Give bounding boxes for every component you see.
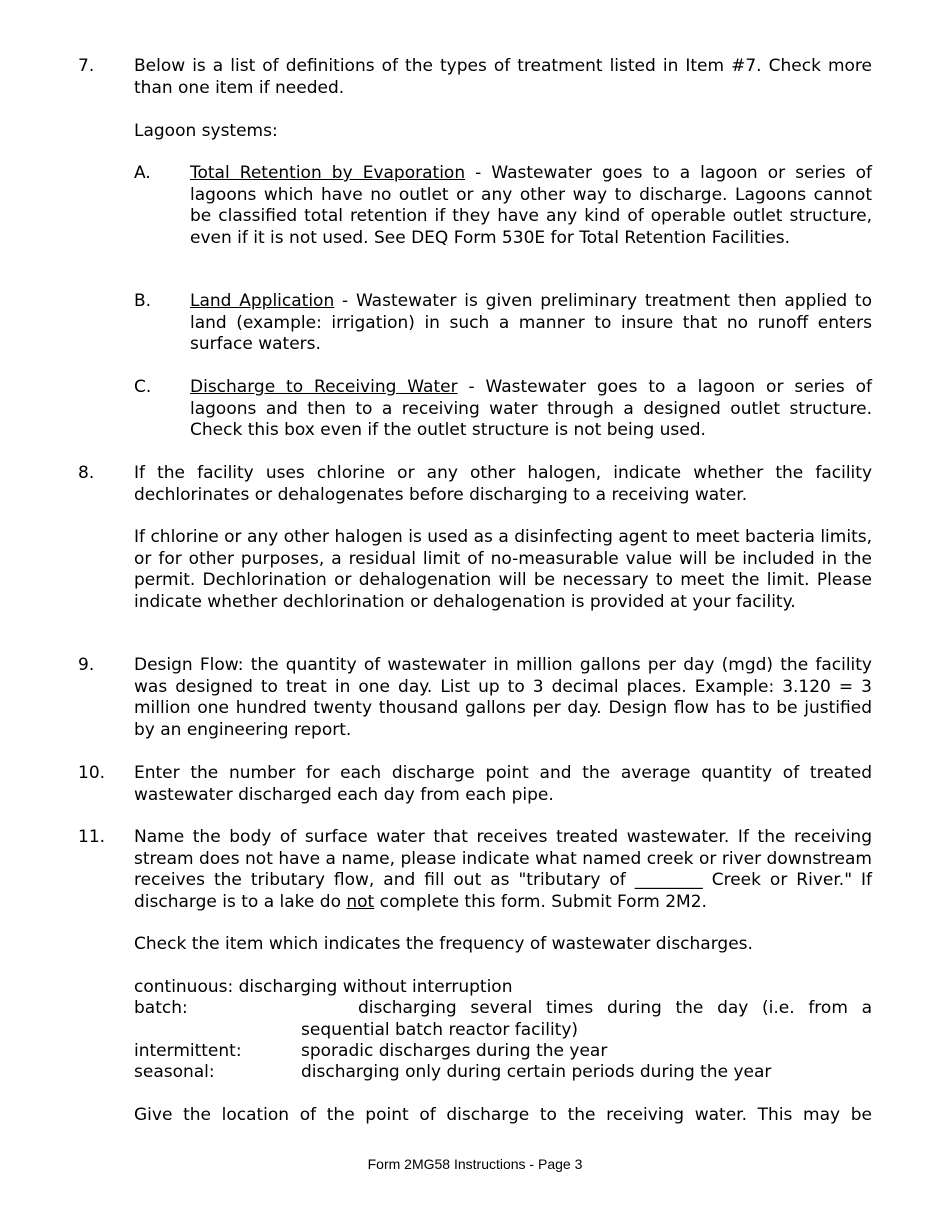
definition-term: Discharge to Receiving Water [190, 377, 458, 397]
frequency-term: intermittent: [134, 1041, 242, 1061]
item-9-text: Design Flow: the quantity of wastewater in million gallons per day (mgd) the facility was designed to treat in one day. List up to 3 decimal places. Example: 3.120 = 3 million one hundred twenty thousand gallons per day. Design flow has to be justified by an engineering report. [134, 655, 872, 740]
discharge-location-text: Give the location of the point of discharge to the receiving water. This may be [134, 1105, 872, 1125]
document-page: 7. Below is a list of definitions of the types of treatment listed in Item #7. Check more than one item if needed. Lagoon systems: A. Total Retention by Evaporation - Wastewater goes to a lagoon or series of lagoons which have no outlet or any other way to discharge. Lagoons cannot be classified total retention if they have any kind of operable outlet structure, even if it is not used. See DEQ Form 530E for Total Retention Facilities. B. Land Application - Wastewater is given preliminary treatment then applied to land (example: irrigation) in such a manner to insure that no runoff enters surface waters. C. Discharge to Receiving Water - Wastewater goes to a lagoon or series of lagoons and then to a receiving water through a designed outlet structure. Check this box even if the outlet structure is not being used. 8. If the facility uses chlorine or any other halogen, indicate whether the facility dechlorinates or dehalogenates before discharging to a receiving water. If chlorine or any other halogen is used as a disinfecting agent to meet bacteria limits, or for other purposes, a residual limit of no-measurable value will be included in the permit. Dechlorination or dehalogenation will be necessary to meet the limit. Please indicate whether dechlorination or dehalogenation is provided at your facility. 9. Design Flow: the quantity of wastewater in million gallons per day (mgd) the facility was designed to treat in one day. List up to 3 decimal places. Example: 3.120 = 3 million one hundred twenty thousand gallons per day. Design flow has to be justified by an engineering report. 10. Enter the number for each discharge point and the average quantity of treated wastewater discharged each day from each pipe. 11. Name the body of surface water that receives treated wastewater. If the receiving stream does not have a name, please indicate what named creek or river downstream receives the tributary flow, and fill out as "tributary of ________ Creek or River." If discharge is to a lake do not complete this form. Submit Form 2M2. Check the item which indicates the frequency of wastewater discharges. continuous: discharging without interruption batch: discharging several times during the day (i.e. from a sequential batch reactor facility) intermittent: sporadic discharges during the year seasonal: discharging only during certain periods during the year Give the location of the point of discharge to the receiving water. This may be Form 2MG58 Instructions - Page 3 [0, 0, 950, 1230]
definition-text: Total Retention by Evaporation - Wastewater goes to a lagoon or series of lagoons which have no outlet or any other way to discharge. Lagoons cannot be classified total retention if they have any kind of operable outlet structure, even if it is not used. See DEQ Form 530E for Total Retention Facilities. [190, 163, 872, 248]
item-number: 10. [78, 763, 106, 783]
item-11-text: Name the body of surface water that receives treated wastewater. If the receiving stream does not have a name, please indicate what named creek or river downstream receives the tributary flow, and fill out as "tributary of ________ Creek or River." If discharge is to a lake do not complete this form. Submit Form 2M2. [134, 827, 872, 912]
lagoon-heading: Lagoon systems: [134, 121, 278, 141]
frequency-intro: Check the item which indicates the frequency of wastewater discharges. [134, 934, 753, 954]
definition-text: Land Application - Wastewater is given preliminary treatment then applied to land (example: irrigation) in such a manner to insure that no runoff enters surface waters. [190, 291, 872, 354]
item-number: 9. [78, 655, 95, 675]
definition-letter: C. [134, 377, 152, 397]
definition-letter: B. [134, 291, 152, 311]
definition-text: Discharge to Receiving Water - Wastewater goes to a lagoon or series of lagoons and then to a receiving water through a designed outlet structure. Check this box even if the outlet structure is not being used. [190, 377, 872, 440]
frequency-continuous [134, 977, 872, 999]
definition-letter: A. [134, 163, 151, 183]
definition-term: Total Retention by Evaporation [190, 163, 466, 183]
item-7-intro: Below is a list of definitions of the types of treatment listed in Item #7. Check more than one item if needed. [134, 56, 872, 98]
item-8-paragraph-1: If the facility uses chlorine or any other halogen, indicate whether the facility dechlorinates or dehalogenates before discharging to a receiving water. [134, 463, 872, 505]
frequency-term: continuous: [134, 977, 234, 997]
item-10-text: Enter the number for each discharge point and the average quantity of treated wastewater discharged each day from each pipe. [134, 763, 872, 805]
item-number: 11. [78, 827, 106, 847]
item-8-paragraph-2: If chlorine or any other halogen is used as a disinfecting agent to meet bacteria limits, or for other purposes, a residual limit of no-measurable value will be included in the permit. Dechlorination or dehalogenation will be necessary to meet the limit. Please indicate whether dechlorination or dehalogenation is provided at your facility. [134, 527, 872, 612]
frequency-definition: discharging only during certain periods during the year [301, 1062, 772, 1082]
frequency-term: seasonal: [134, 1062, 215, 1082]
item-number: 8. [78, 463, 95, 483]
frequency-term: batch: [134, 998, 188, 1018]
frequency-definition: discharging several times during the day (i.e. from a [358, 998, 872, 1018]
item-number: 7. [78, 56, 95, 76]
frequency-definition: discharging without interruption [238, 977, 513, 997]
definition-term: Land Application [190, 291, 335, 311]
frequency-definition: sporadic discharges during the year [301, 1041, 608, 1061]
page-footer: Form 2MG58 Instructions - Page 3 [367, 1156, 583, 1172]
